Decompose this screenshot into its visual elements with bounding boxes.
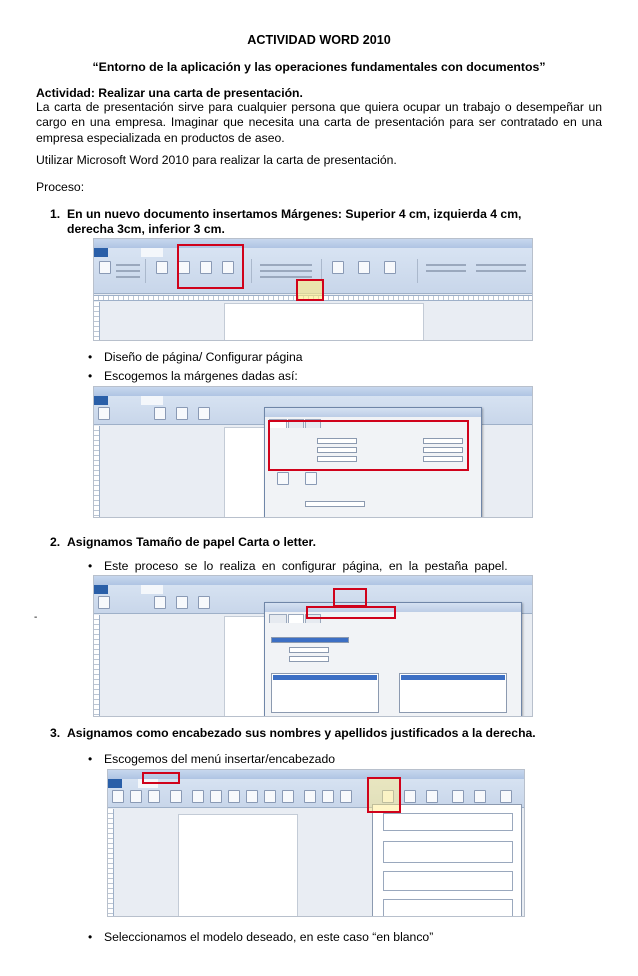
first-page-tray-list[interactable] xyxy=(271,673,379,713)
tab-file[interactable] xyxy=(94,248,108,257)
ribbon-tabs xyxy=(94,248,532,257)
cross-reference-icon[interactable] xyxy=(340,790,352,803)
step-1-text: En un nuevo documento insertamos Márgenes: Superior 4 cm, izquierda 4 cm, derecha 3cm, inferior 3 cm. xyxy=(67,207,522,237)
vertical-ruler[interactable] xyxy=(94,426,100,518)
blank-page-icon[interactable] xyxy=(130,790,142,803)
document-canvas[interactable] xyxy=(224,303,424,341)
activity-paragraph: La carta de presentación sirve para cualquier persona que quiera ocupar un trabajo o desempeñar un cargo en una empresa. Imaginar que necesita una carta de presentación para ser contratado en una empresa especializada en productos de aseo. xyxy=(36,100,602,145)
group-page-background xyxy=(326,259,418,283)
bullet-glyph: • xyxy=(88,752,93,766)
header-option-annual[interactable] xyxy=(383,899,513,917)
page-break-icon[interactable] xyxy=(148,790,160,803)
margins-icon[interactable] xyxy=(154,596,166,609)
margins-icon[interactable] xyxy=(156,261,168,274)
margins-icon[interactable] xyxy=(154,407,166,420)
group-themes xyxy=(96,259,146,283)
proceso-label: Proceso: xyxy=(36,180,85,194)
watermark-icon[interactable] xyxy=(332,261,344,274)
screenshot-icon[interactable] xyxy=(282,790,294,803)
page-color-icon[interactable] xyxy=(358,261,370,274)
paper-height-field[interactable] xyxy=(289,656,329,662)
bullet-glyph: • xyxy=(88,369,93,383)
paper-width-field[interactable] xyxy=(289,647,329,653)
themes-icon[interactable] xyxy=(98,596,110,609)
step-3-bullet-1: Escogemos del menú insertar/encabezado xyxy=(104,752,336,766)
orientation-icon[interactable] xyxy=(176,407,188,420)
dialog-titlebar xyxy=(265,408,481,417)
header-option-blank[interactable] xyxy=(383,813,513,831)
highlight-header-button xyxy=(367,777,401,813)
page-setup-dialog xyxy=(264,602,522,717)
bookmark-icon[interactable] xyxy=(322,790,334,803)
footer-icon[interactable] xyxy=(404,790,416,803)
step-2-text: Asignamos Tamaño de papel Carta o letter. xyxy=(67,535,317,549)
step-2-number: 2. xyxy=(50,535,61,549)
step-3-number: 3. xyxy=(50,726,61,740)
page-borders-icon[interactable] xyxy=(384,261,396,274)
chart-icon[interactable] xyxy=(264,790,276,803)
group-paragraph xyxy=(422,259,532,283)
paper-size-select[interactable] xyxy=(271,637,349,643)
header-option-blank-three-columns[interactable] xyxy=(383,841,513,863)
tab-insert[interactable] xyxy=(124,248,141,257)
utilizar-paragraph: Utilizar Microsoft Word 2010 para realizar la carta de presentación. xyxy=(36,153,397,167)
document-subtitle: “Entorno de la aplicación y las operaciones fundamentales con documentos” xyxy=(92,60,546,74)
highlight-insert-tab xyxy=(142,772,180,784)
activity-label: Actividad: Realizar una carta de presentación. xyxy=(36,86,303,100)
document-canvas[interactable] xyxy=(178,814,298,917)
document-title: ACTIVIDAD WORD 2010 xyxy=(247,33,391,47)
orientation-icon[interactable] xyxy=(176,596,188,609)
vertical-ruler[interactable] xyxy=(94,302,100,341)
landscape-icon[interactable] xyxy=(305,472,317,485)
smartart-icon[interactable] xyxy=(246,790,258,803)
step-1-bullet-2: Escogemos la márgenes dadas así: xyxy=(104,369,298,383)
screenshot-paper-tab xyxy=(93,575,533,717)
bullet-glyph: • xyxy=(88,350,93,364)
themes-icon[interactable] xyxy=(98,407,110,420)
other-pages-tray-list[interactable] xyxy=(399,673,507,713)
highlight-page-setup-launcher xyxy=(296,279,324,301)
hyperlink-icon[interactable] xyxy=(304,790,316,803)
page-number-icon[interactable] xyxy=(426,790,438,803)
highlight-margins-section xyxy=(268,420,469,471)
tab-home[interactable] xyxy=(108,248,125,257)
bullet-glyph: • xyxy=(88,559,93,573)
step-3-bullet-2: Seleccionamos el modelo deseado, en este caso “en blanco” xyxy=(104,930,434,944)
tab-margins[interactable] xyxy=(269,614,287,623)
size-icon[interactable] xyxy=(198,596,210,609)
cover-page-icon[interactable] xyxy=(112,790,124,803)
tab-page-layout[interactable] xyxy=(141,248,164,257)
highlight-paper-size xyxy=(306,606,396,619)
step-2-bullet-1: Este proceso se lo realiza en configurar página, en la pestaña papel. xyxy=(104,559,508,573)
shapes-icon[interactable] xyxy=(228,790,240,803)
wordart-icon[interactable] xyxy=(474,790,486,803)
size-icon[interactable] xyxy=(198,407,210,420)
multiple-pages-select[interactable] xyxy=(305,501,365,507)
stray-dash: - xyxy=(34,612,38,623)
highlight-paper-tab xyxy=(333,588,367,607)
screenshot-insert-header xyxy=(107,769,525,917)
highlight-page-layout-tab xyxy=(177,244,244,289)
header-option-alphabet[interactable] xyxy=(383,871,513,891)
tab-paper[interactable] xyxy=(288,614,304,623)
picture-icon[interactable] xyxy=(192,790,204,803)
clipart-icon[interactable] xyxy=(210,790,222,803)
window-titlebar xyxy=(94,239,532,248)
step-3-text: Asignamos como encabezado sus nombres y apellidos justificados a la derecha. xyxy=(67,726,536,740)
portrait-icon[interactable] xyxy=(277,472,289,485)
textbox-icon[interactable] xyxy=(452,790,464,803)
bullet-glyph: • xyxy=(88,930,93,944)
equation-icon[interactable] xyxy=(500,790,512,803)
step-1-bullet-1: Diseño de página/ Configurar página xyxy=(104,350,303,364)
step-1-number: 1. xyxy=(50,207,61,221)
themes-icon[interactable] xyxy=(99,261,111,274)
header-gallery xyxy=(372,804,522,917)
table-icon[interactable] xyxy=(170,790,182,803)
